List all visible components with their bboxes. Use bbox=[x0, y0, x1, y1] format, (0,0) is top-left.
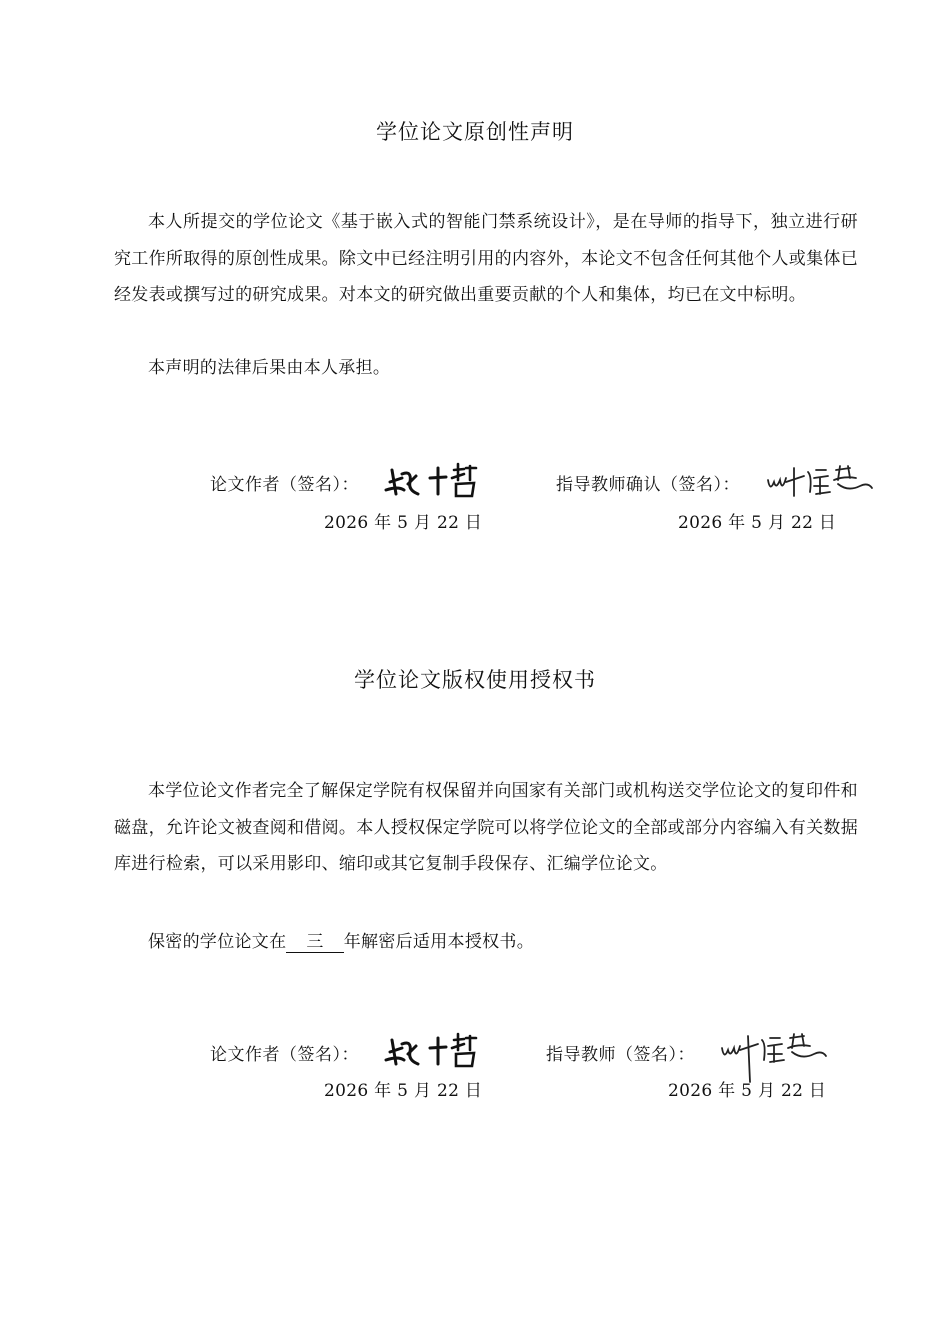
authorization-confidential-line bbox=[114, 924, 858, 961]
declaration-paragraph-2: 本声明的法律后果由本人承担。 bbox=[148, 358, 391, 378]
authorization-author-signature bbox=[382, 1030, 482, 1070]
confidential-years: 三 bbox=[286, 932, 343, 953]
authorization-advisor-date: 2026 年 5 月 22 日 bbox=[668, 1081, 827, 1101]
authorization-author-date: 2026 年 5 月 22 日 bbox=[324, 1081, 483, 1101]
declaration-author-label: 论文作者（签名）： bbox=[210, 475, 359, 495]
declaration-paragraph-1: 本人所提交的学位论文《基于嵌入式的智能门禁系统设计》，是在导师的指导下，独立进行研究工作所取得的原创性成果。除文中已经注明引用的内容外，本论文不包含任何其他个人或集体已经发表或撰写过的研究成果。对本文的研究做出重要贡献的个人和集体，均已在文中标明。 bbox=[114, 212, 858, 305]
declaration-author-date: 2026 年 5 月 22 日 bbox=[324, 513, 483, 533]
confidential-prefix: 保密的学位论文在 bbox=[148, 932, 287, 952]
confidential-suffix: 年解密后适用本授权书。 bbox=[343, 932, 535, 952]
declaration-author-signature bbox=[382, 460, 482, 500]
authorization-advisor-label: 指导教师（签名）： bbox=[546, 1045, 695, 1065]
declaration-advisor-label: 指导教师确认（签名）： bbox=[556, 475, 740, 495]
declaration-title: 学位论文原创性声明 bbox=[376, 120, 574, 144]
authorization-paragraph-1: 本学位论文作者完全了解保定学院有权保留并向国家有关部门或机构送交学位论文的复印件和磁盘，允许论文被查阅和借阅。本人授权保定学院可以将学位论文的全部或部分内容编入有关数据库进行检索，可以采用影印、缩印或其它复制手段保存、汇编学位论文。 bbox=[114, 781, 858, 874]
declaration-advisor-signature bbox=[764, 462, 874, 498]
authorization-author-label: 论文作者（签名）： bbox=[210, 1045, 359, 1065]
authorization-title: 学位论文版权使用授权书 bbox=[354, 668, 596, 692]
declaration-advisor-date: 2026 年 5 月 22 日 bbox=[678, 513, 837, 533]
